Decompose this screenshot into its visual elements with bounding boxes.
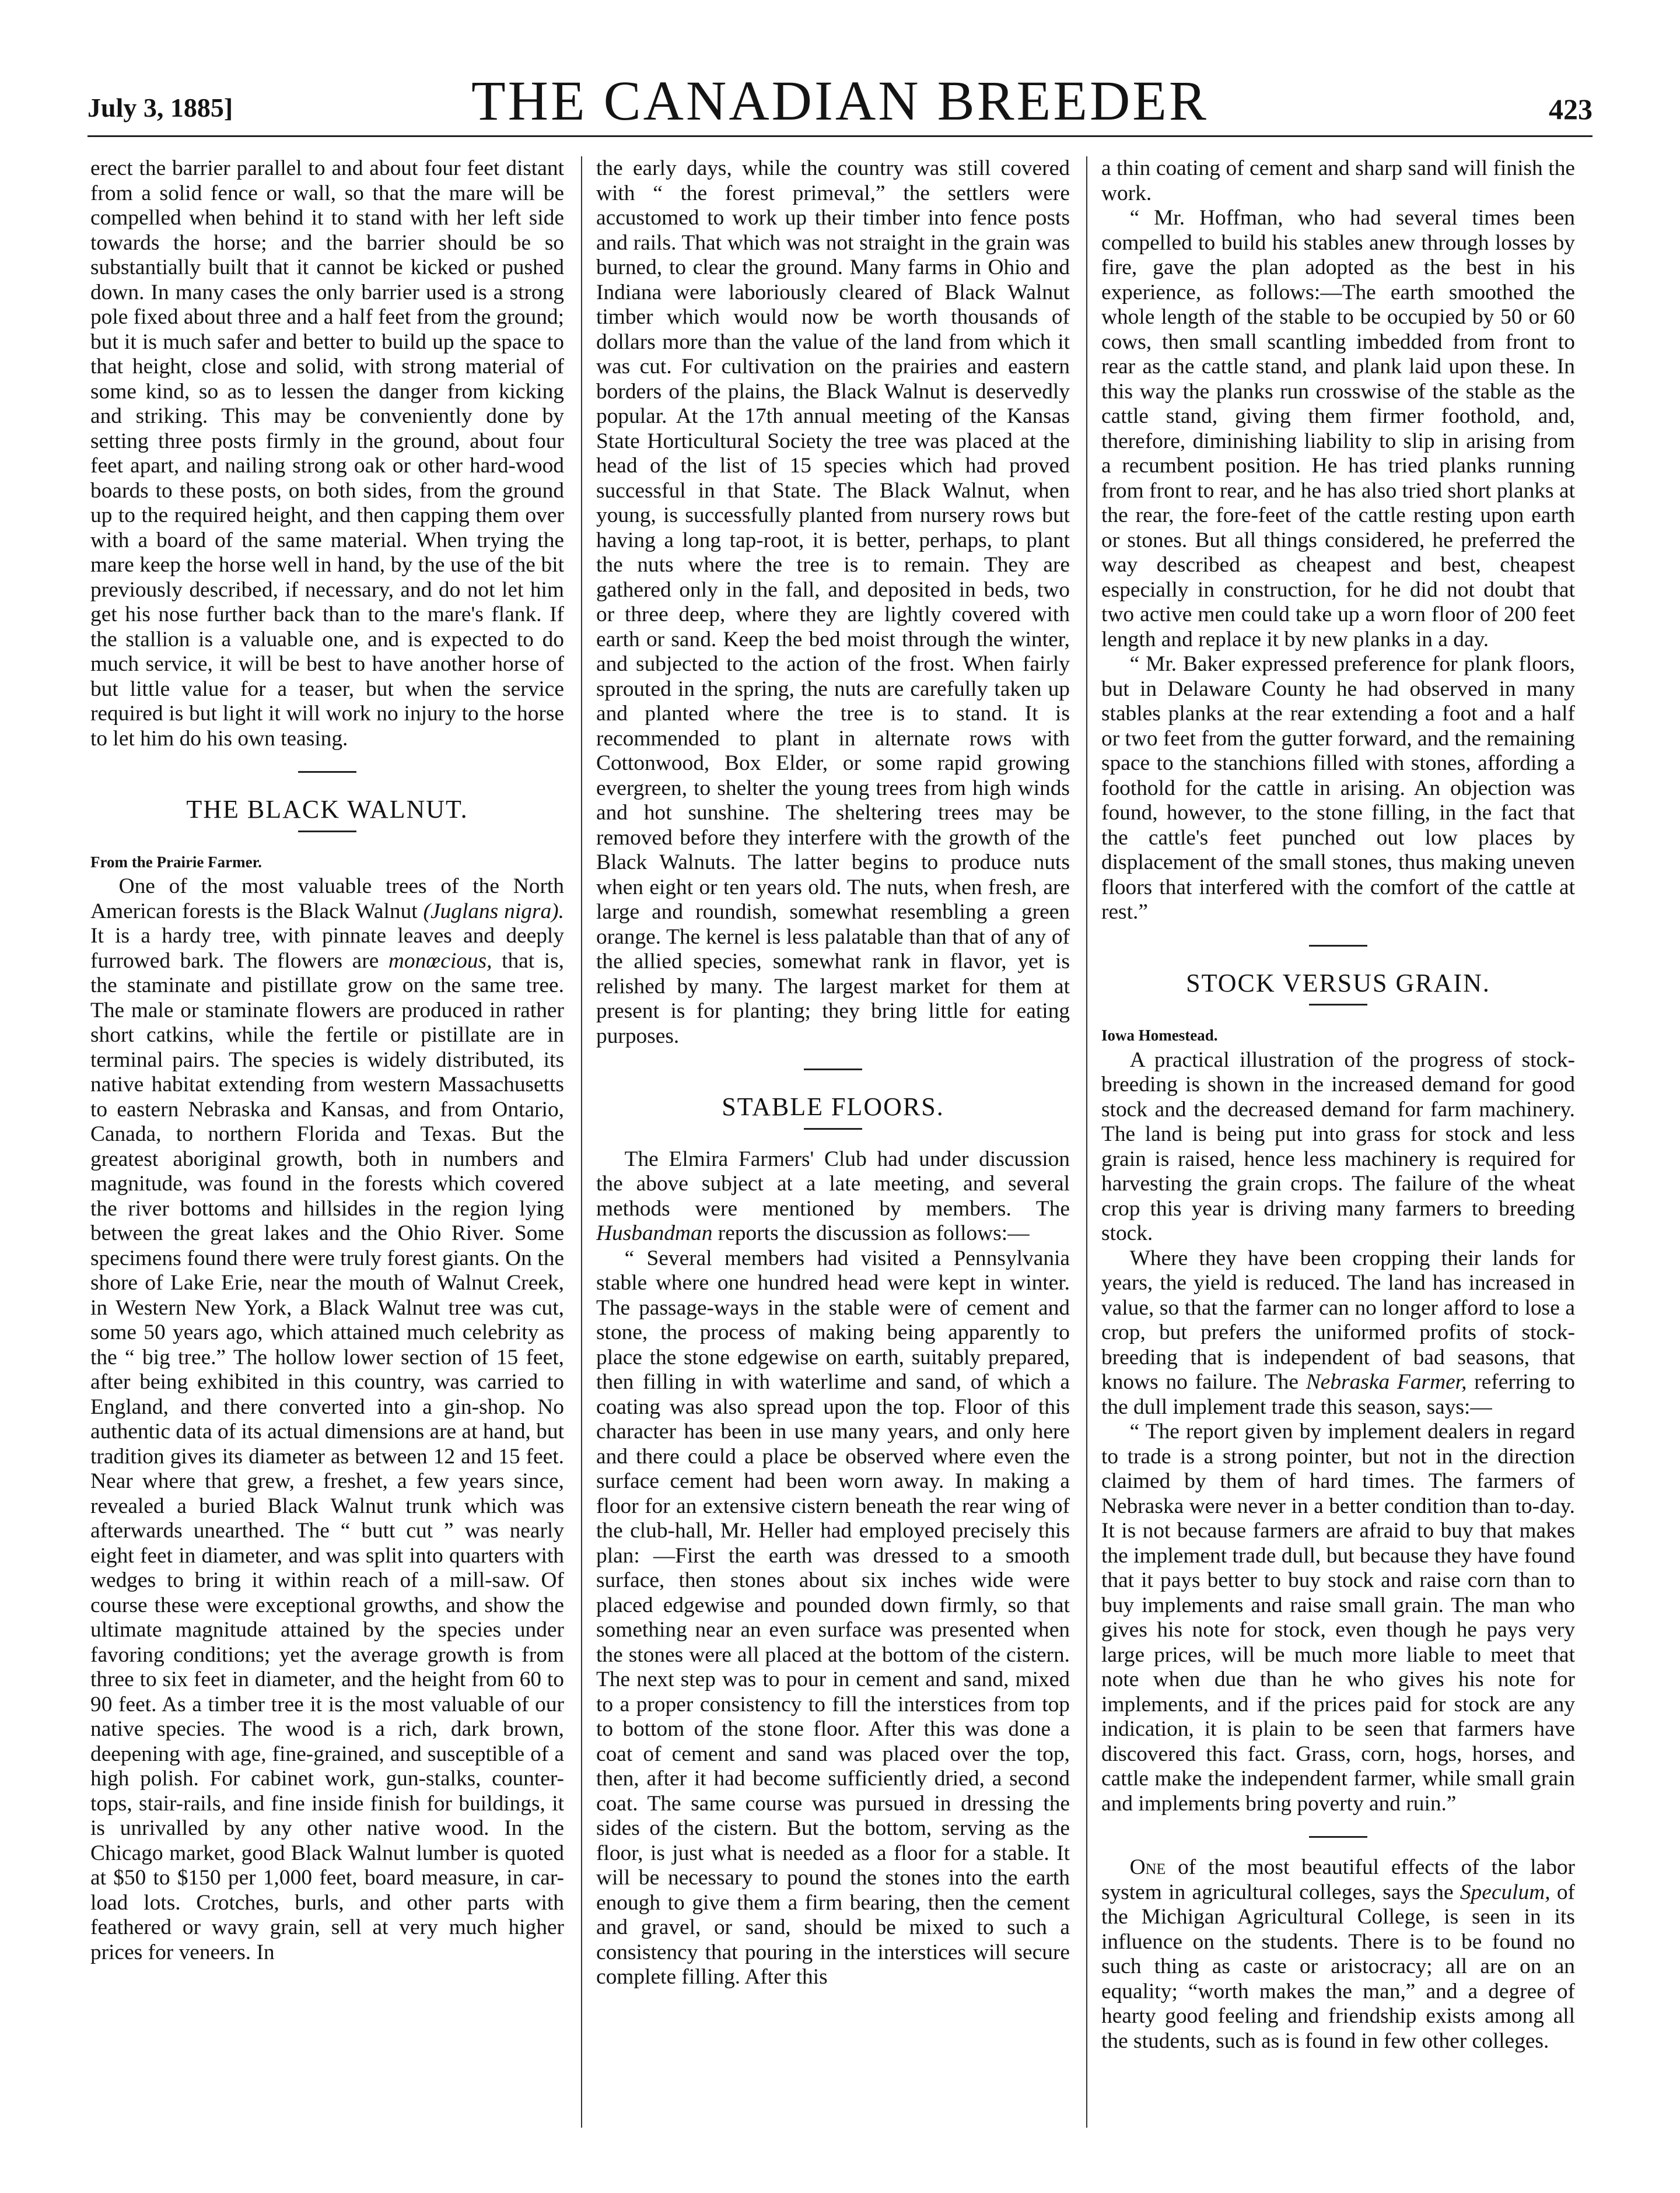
article-paragraph: a thin coating of cement and sharp sand will finish the work. xyxy=(1101,156,1575,205)
article-heading-stable-floors: STABLE FLOORS. xyxy=(722,1092,944,1121)
article-paragraph: The Elmira Farmers' Club had under discussion the above subject at a late meeting, and several methods were mentioned by members. The Husbandman reports the discussion as follows:— xyxy=(596,1147,1070,1245)
article-paragraph: erect the barrier parallel to and about four feet distant from a solid fence or wall, so that the mare will be compelled when behind it to stand with her left side towards the horse; and the barrier should be so substantially built that it cannot be kicked or pushed down. In many cases the only barrier used is a strong pole fixed about three and a half feet from the ground; but it is much safer and better to build up the space to that height, close and solid, with strong material of some kind, so as to lessen the danger from kicking and striking. This may be conveniently done by setting three posts firmly in the ground, about four feet apart, and nailing strong oak or other hard-wood boards to these posts, on both sides, from the ground up to the required height, and then capping them over with a board of the same material. When trying the mare keep the horse well in hand, by the use of the bit previously described, if necessary, and do not let him get his nose further back than to the mare's flank. If the stallion is a valuable one, and is expected to do much service, it will be best to have another horse of but little value for a teaser, but when the service required is but light it will work no injury to the horse to let him do his own teasing. xyxy=(90,156,564,751)
newspaper-title: THE CANADIAN BREEDER xyxy=(471,69,1209,132)
section-rule xyxy=(298,771,356,773)
column-3 xyxy=(1101,156,1575,2128)
article-paragraph: Where they have been cropping their lands for years, the yield is reduced. The land has increased in value, so that the farmer can no longer afford to lose a crop, but prefers the uniformed profits of stock-breeding that is independent of bad seasons, that knows no failure. The Nebraska Farmer, referring to the dull implement trade this season, says:— xyxy=(1101,1246,1575,1419)
section-rule xyxy=(804,1069,862,1070)
article-paragraph: “ Mr. Hoffman, who had several times been compelled to build his stables anew through losses by fire, gave the plan adopted as the best in his experience, as follows:—The earth smoothed the whole length of the stable to be occupied by 50 or 60 cows, then small scantling imbedded from front to rear as the cattle stand, and plank laid upon these. In this way the planks run crosswise of the stable as the cattle stand, giving them firmer foothold, and, therefore, diminishing liability to slip in arising from a recumbent position. He has tried planks running from front to rear, and he has also tried short planks at the rear, the fore-feet of the cattle resting upon earth or stones. But all things considered, he preferred the way described as cheapest and best, cheapest especially in construction, for he did not doubt that two active men could take up a worn floor of 200 feet length and replace it by new planks in a day. xyxy=(1101,206,1575,651)
article-paragraph: “ Several members had visited a Pennsylvania stable where one hundred head were kept in winter. The passage-ways in the stable were of cement and stone, the process of making being apparently to place the stone edgewise on earth, suitably prepared, then filling in with waterlime and sand, of which a coating was also spread upon the top. Floor of this character has been in use many years, and only here and there could a place be observed where even the surface cement had been worn away. In making a floor for an extensive cistern beneath the rear wing of the club-hall, Mr. Heller had employed precisely this plan: —First the earth was dressed to a smooth surface, then stones about six inches wide were placed edgewise and pounded down firmly, so that something near an even surface was presented when the stones were all placed at the bottom of the cistern. The next step was to pour in cement and sand, mixed to a proper consistency to fill the interstices from top to bottom of the stone floor. After this was done a coat of cement and sand was placed over the top, then, after it had become sufficiently dried, a second coat. The same course was pursued in dressing the sides of the cistern. But the bottom, serving as the floor, is just what is needed as a floor for a stable. It will be necessary to pound the stones into the earth enough to give them a firm bearing, then the cement and gravel, or sand, should be mixed to such a consistency that pouring in the interstices will secure complete filling. After this xyxy=(596,1246,1070,1989)
article-paragraph: “ Mr. Baker expressed preference for plank floors, but in Delaware County he had observed in many stables planks at the rear extending a foot and a half or two feet from the gutter forward, and the remaining space to the stanchions filled with stones, affording a foothold for the cattle in arising. An objection was found, however, to the stone filling, in the fact that the cattle's feet punched out low places by displacement of the small stones, thus making uneven floors that interfered with the comfort of the cattle at rest.” xyxy=(1101,652,1575,924)
column-divider xyxy=(581,156,582,2128)
section-rule xyxy=(804,1128,862,1130)
article-paragraph: A practical illustration of the progress of stock-breeding is shown in the increased demand for good stock and the decreased demand for farm machinery. The land is being put into grass for stock and less grain is raised, hence less machinery is required for harvesting the grain crops. The failure of the wheat crop this year is driving many farmers to breeding stock. xyxy=(1101,1048,1575,1245)
article-heading-stock-versus-grain: STOCK VERSUS GRAIN. xyxy=(1186,968,1490,997)
article-source: From the Prairie Farmer. xyxy=(90,853,262,871)
column-divider xyxy=(1086,156,1087,2128)
masthead xyxy=(88,69,1592,133)
section-rule xyxy=(298,831,356,832)
column-2 xyxy=(596,156,1070,2128)
masthead-rule xyxy=(88,135,1592,137)
article-source: Iowa Homestead. xyxy=(1101,1027,1218,1044)
page-number: 423 xyxy=(1549,93,1592,125)
article-paragraph: “ The report given by implement dealers in regard to trade is a strong pointer, but not in the direction claimed by them of hard times. The farmers of Nebraska were never in a better condition than to-day. It is not because farmers are afraid to buy that makes the implement trade dull, but because they have found that it pays better to buy stock and raise corn than to buy implements and raise small grain. The man who gives his note for stock, even though he pays very large prices, will be much more liable to meet that note when due than he who gives his note for implements, and if the prices paid for stock are any indication, it is plain to be seen that farmers have discovered this fact. Grass, corn, hogs, horses, and cattle make the independent farmer, while small grain and implements bring poverty and ruin.” xyxy=(1101,1420,1575,1816)
column-1 xyxy=(90,156,564,2128)
section-rule xyxy=(1309,945,1367,947)
issue-date: July 3, 1885] xyxy=(88,93,233,122)
article-heading-black-walnut: THE BLACK WALNUT. xyxy=(186,795,468,824)
section-rule xyxy=(1309,1836,1367,1838)
article-paragraph: the early days, while the country was still covered with “ the forest primeval,” the settlers were accustomed to work up their timber into fence posts and rails. That which was not straight in the grain was burned, to clear the ground. Many farms in Ohio and Indiana were laboriously cleared of Black Walnut timber which would now be worth thousands of dollars more than the value of the land from which it was cut. For cultivation on the prairies and eastern borders of the plains, the Black Walnut is deservedly popular. At the 17th annual meeting of the Kansas State Horticultural Society the tree was placed at the head of the list of 15 species which had proved successful in that State. The Black Walnut, when young, is successfully planted from nursery rows but having a long tap-root, it is better, perhaps, to plant the nuts where the tree is to remain. They are gathered only in the fall, and deposited in beds, two or three deep, where they are lightly covered with earth or sand. Keep the bed moist through the winter, and subjected to the action of the frost. When fairly sprouted in the spring, the nuts are carefully taken up and planted where the tree is to stand. It is recommended to plant in alternate rows with Cottonwood, Box Elder, or some rapid growing evergreen, to shelter the young trees from high winds and hot sunshine. The sheltering trees may be removed before they interfere with the growth of the Black Walnuts. The latter begins to produce nuts when eight or ten years old. The nuts, when fresh, are large and roundish, somewhat resembling a green orange. The kernel is less palatable than that of any of the allied species, somewhat rank in flavor, yet is relished by many. The largest market for them at present is for planting; they bring little for eating purposes. xyxy=(596,156,1070,1048)
article-paragraph: One of the most beautiful effects of the labor system in agricultural colleges, says the Speculum, of the Michigan Agricultural College, is seen in its influence on the students. There is to be found no such thing as caste or aristocracy; all are on an equality; “worth makes the man,” and a degree of hearty good feeling and friendship exists among all the students, such as is found in few other colleges. xyxy=(1101,1855,1575,2053)
section-rule xyxy=(1309,1004,1367,1006)
article-paragraph: One of the most valuable trees of the North American forests is the Black Walnut (Juglans nigra). It is a hardy tree, with pinnate leaves and deeply furrowed bark. The flowers are monœcious, that is, the staminate and pistillate grow on the same tree. The male or staminate flowers are produced in rather short catkins, while the fertile or pistillate are in terminal pairs. The species is widely distributed, its native habitat extending from western Massachusetts to eastern Nebraska and Kansas, and from Ontario, Canada, to northern Florida and Texas. But the greatest aboriginal growth, both in numbers and magnitude, was found in the forests which covered the river bottoms and hillsides in the region lying between the great lakes and the Ohio River. Some specimens found there were truly forest giants. On the shore of Lake Erie, near the mouth of Walnut Creek, in Western New York, a Black Walnut tree was cut, some 50 years ago, which attained much celebrity as the “ big tree.” The hollow lower section of 15 feet, after being exhibited in this country, was carried to England, and there converted into a gin-shop. No authentic data of its actual dimensions are at hand, but tradition gives its diameter as between 12 and 15 feet. Near where that grew, a freshet, a few years since, revealed a buried Black Walnut trunk which was afterwards unearthed. The “ butt cut ” was nearly eight feet in diameter, and was split into quarters with wedges to bring it within reach of a mill-saw. Of course these were exceptional growths, and show the ultimate magnitude attained by the species under favoring conditions; yet the average growth is from three to six feet in diameter, and the height from 60 to 90 feet. As a timber tree it is the most valuable of our native species. The wood is a rich, dark brown, deepening with age, fine-grained, and susceptible of a high polish. For cabinet work, gun-stalks, counter-tops, stair-rails, and fine inside finish for buildings, it is unrivalled by any other native wood. In the Chicago market, good Black Walnut lumber is quoted at $50 to $150 per 1,000 feet, board measure, in car-load lots. Crotches, burls, and other parts with feathered or wavy grain, sell at very much higher prices for veneers. In xyxy=(90,874,564,1964)
